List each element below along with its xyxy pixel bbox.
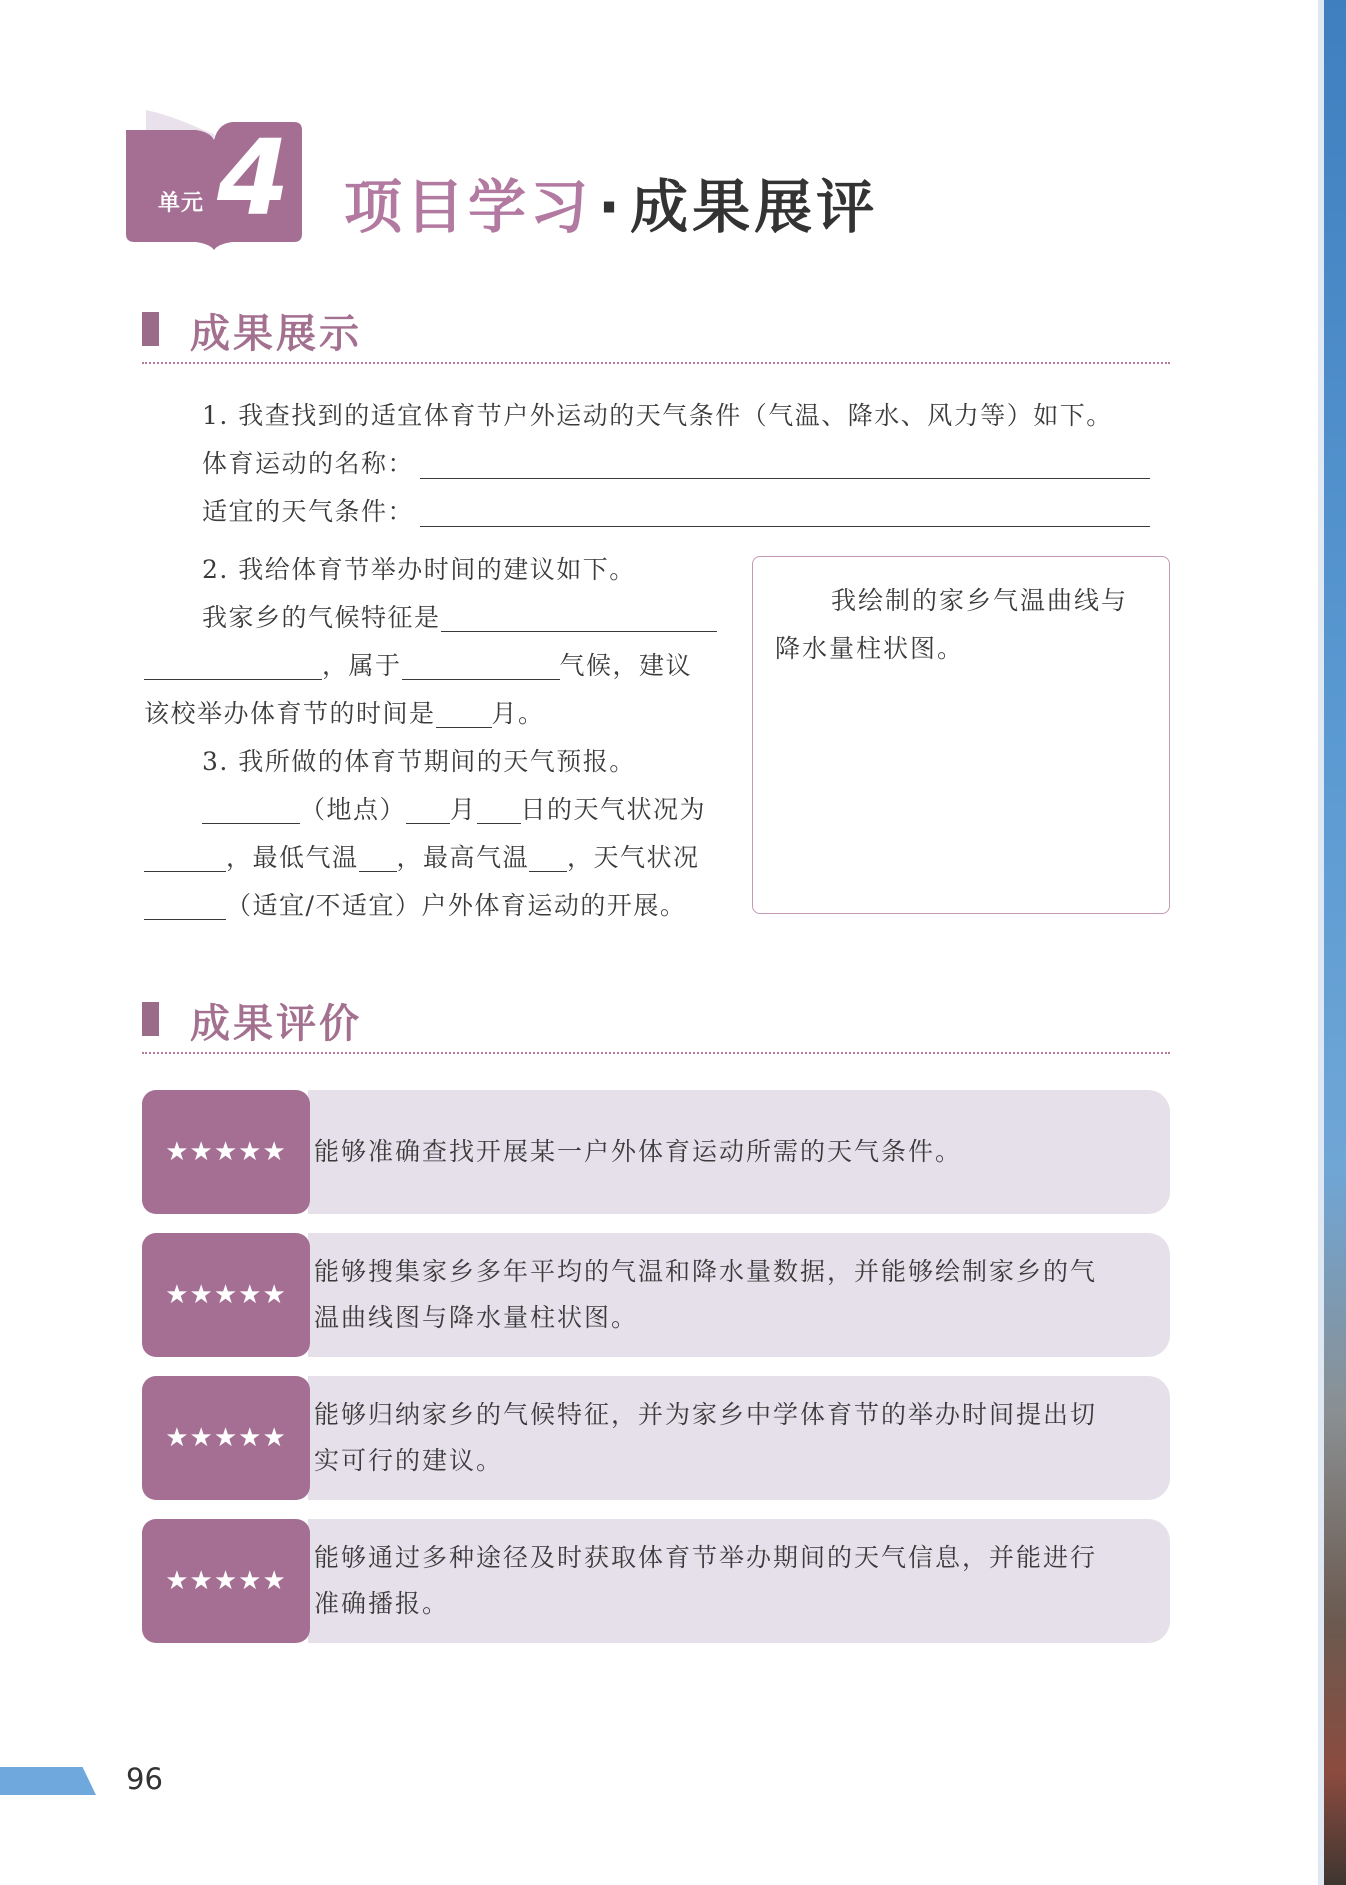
rating-row: [142, 1233, 1170, 1357]
question-3: 3. 我所做的体育节期间的天气预报。: [202, 747, 636, 776]
title-dot: ·: [598, 173, 625, 241]
star-rating[interactable]: [142, 1376, 310, 1500]
criteria-line: 实可行的建议。: [314, 1446, 504, 1475]
criteria-text: [314, 1535, 1152, 1627]
q2-belongs-text: ，属于: [322, 651, 402, 680]
dotted-divider: [142, 362, 1170, 364]
q3-location-text: （地点）: [300, 795, 407, 824]
max-temp-blank[interactable]: [529, 841, 567, 872]
q2-month-suffix: 月。: [491, 699, 545, 728]
q3-line-3: [144, 882, 686, 930]
q3-min-temp-text: ，最低气温: [226, 843, 359, 872]
star-icons: ★★★★★: [165, 1423, 287, 1453]
q3-line-1: [202, 786, 706, 834]
dotted-divider: [142, 1052, 1170, 1054]
q2-line-2: [144, 642, 692, 690]
section-title: 成果评价: [190, 1001, 362, 1047]
rating-row: [142, 1519, 1170, 1643]
sport-name-blank[interactable]: [420, 478, 1150, 479]
chart-box-prompt: 我绘制的家乡气温曲线与降水量柱状图。: [775, 586, 1129, 663]
section-bar: [142, 312, 159, 346]
min-temp-blank[interactable]: [359, 841, 397, 872]
criteria-line: 温曲线图与降水量柱状图。: [314, 1303, 639, 1332]
star-rating[interactable]: [142, 1519, 310, 1643]
weather-status-blank[interactable]: [144, 841, 226, 872]
criteria-text: [314, 1392, 1152, 1484]
star-icons: ★★★★★: [165, 1137, 287, 1167]
page-tab: [0, 1767, 96, 1795]
criteria-text: [314, 1249, 1152, 1341]
location-blank[interactable]: [202, 793, 300, 824]
suitability-blank[interactable]: [144, 889, 226, 920]
section-bar: [142, 1002, 159, 1036]
rating-row: [142, 1090, 1170, 1214]
weather-condition-blank[interactable]: [420, 526, 1150, 527]
page-title: [344, 160, 878, 244]
criteria-text: [314, 1129, 1152, 1175]
question-2: 2. 我给体育节举办时间的建议如下。: [202, 555, 636, 584]
q2-climate-feature-text: 我家乡的气候特征是: [202, 603, 441, 632]
criteria-line: 能够搜集家乡多年平均的气温和降水量数据，并能够绘制家乡的气: [314, 1257, 1098, 1286]
title-project-learning: 项目学习: [344, 173, 593, 241]
weather-condition-label: 适宜的天气条件：: [202, 497, 415, 526]
q3-month-text: 月: [450, 795, 477, 824]
unit-number: 4: [217, 117, 290, 239]
sport-name-label: 体育运动的名称：: [202, 449, 415, 478]
q3-max-temp-text: ，最高气温: [396, 843, 530, 872]
climate-feature-blank[interactable]: [441, 601, 717, 632]
q2-line-1: [202, 594, 717, 642]
climate-type-blank[interactable]: [402, 649, 560, 680]
star-icons: ★★★★★: [165, 1280, 287, 1310]
criteria-line: 准确播报。: [314, 1589, 450, 1618]
q3-suitability-text: （适宜/不适宜）户外体育运动的开展。: [226, 891, 687, 920]
q3-day-text: 日的天气状况为: [520, 795, 707, 824]
title-results-review: 成果展评: [630, 173, 879, 241]
criteria-line: 能够通过多种途径及时获取体育节举办期间的天气信息，并能进行: [314, 1543, 1098, 1572]
month-blank[interactable]: [436, 697, 492, 728]
q3-weather-text: ，天气状况: [567, 843, 700, 872]
q2-month-text: 该校举办体育节的时间是: [144, 699, 436, 728]
climate-feature-blank-cont[interactable]: [144, 649, 322, 680]
q3-line-2: [144, 834, 700, 882]
section-results-display: [142, 294, 1170, 364]
star-rating[interactable]: [142, 1233, 310, 1357]
star-icons: ★★★★★: [165, 1566, 287, 1596]
rating-row: [142, 1376, 1170, 1500]
chart-drawing-box[interactable]: [752, 556, 1170, 914]
section-title: 成果展示: [190, 311, 362, 357]
section-results-evaluation: [142, 984, 1170, 1054]
criteria-line: 能够准确查找开展某一户外体育运动所需的天气条件。: [314, 1137, 963, 1166]
forecast-day-blank[interactable]: [477, 793, 521, 824]
side-photo-strip: [1324, 0, 1346, 1885]
q2-suggest-text: 气候，建议: [559, 651, 693, 680]
star-rating[interactable]: [142, 1090, 310, 1214]
page-number: 96: [126, 1762, 163, 1796]
unit-label: 单元: [158, 191, 205, 216]
question-1: 1. 我查找到的适宜体育节户外运动的天气条件（气温、降水、风力等）如下。: [202, 401, 1113, 430]
q2-line-3: [144, 690, 545, 738]
criteria-line: 能够归纳家乡的气候特征，并为家乡中学体育节的举办时间提出切: [314, 1400, 1098, 1429]
forecast-month-blank[interactable]: [406, 793, 450, 824]
